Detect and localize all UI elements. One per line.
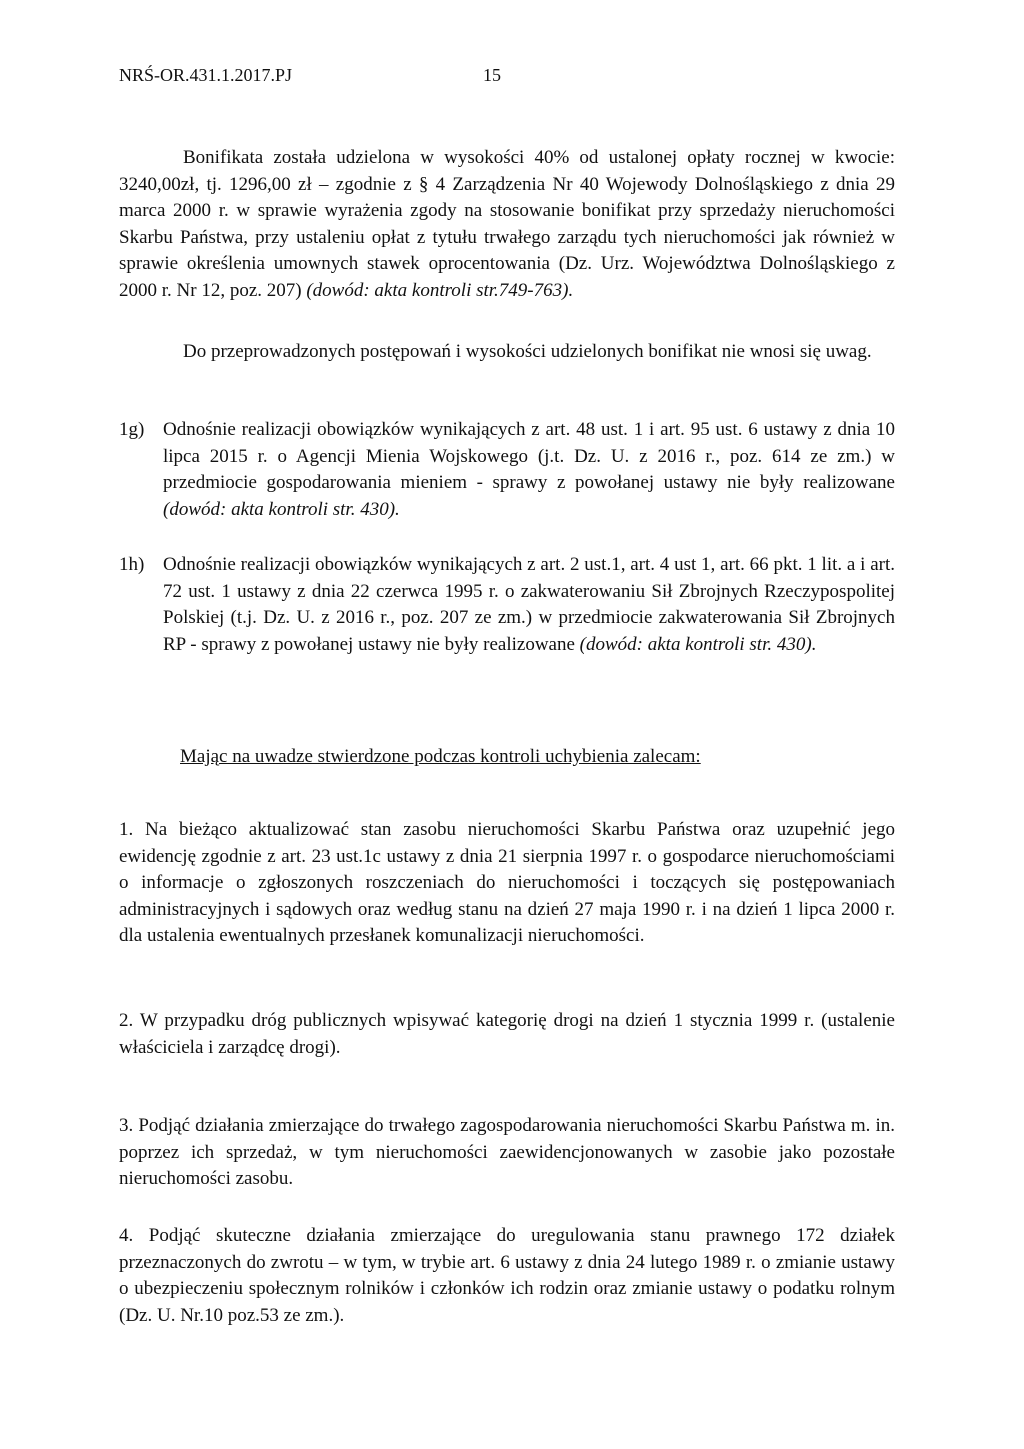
item-label: 1h) [119,554,145,575]
recommendation-text: 1. Na bieżąco aktualizować stan zasobu nieruchomości Skarbu Państwa oraz uzupełnić jego ewidencję zgodnie z art. 23 ust.1c ustawy z dnia 21 sierpnia 1997 r. o gospodarce nieruchomościami o informacje o zgłoszonych roszczeniach do nieruchomości i toczących się postępowaniach administracyjnych i sądowych oraz według stanu na dzień 27 maja 1990 r. i na dzień 1 lipca 2000 r. dla ustalenia ewentualnych przesłanek komunalizacji nieruchomości. [119,819,895,946]
paragraph-text: Do przeprowadzonych postępowań i wysokości udzielonych bonifikat nie wnosi się uwag. [183,341,872,362]
item-text: Odnośnie realizacji obowiązków wynikających z art. 2 ust.1, art. 4 ust 1, art. 66 pkt. 1 lit. a i art. 72 ust. 1 ustawy z dnia 22 czerwca 1995 r. o zakwaterowaniu Sił Zbrojnych Rzeczypospolitej Polskiej (t.j. Dz. U. z 2016 r., poz. 207 ze zm.) w przedmiocie zakwaterowania Sił Zbrojnych RP - sprawy z powołanej ustawy nie były realizowane [163,554,895,655]
evidence-reference: (dowód: akta kontroli str.749-763). [306,279,574,301]
item-text: Odnośnie realizacji obowiązków wynikających z art. 48 ust. 1 i art. 95 ust. 6 ustawy z dnia 10 lipca 2015 r. o Agencji Mienia Wojskowego (j.t. Dz. U. z 2016 r., poz. 614 ze zm.) w przedmiocie gospodarowania mieniem - sprawy z powołanej ustawy nie były realizowane [163,419,895,493]
paragraph-bonifikata [119,145,895,304]
recommendation-text: 2. W przypadku dróg publicznych wpisywać kategorię drogi na dzień 1 stycznia 1999 r. (ustalenie właściciela i zarządcę drogi). [119,1010,895,1058]
document-reference: NRŚ-OR.431.1.2017.PJ [119,65,293,85]
evidence-reference: (dowód: akta kontroli str. 430). [579,633,817,655]
item-1h [119,552,895,658]
recommendation-text: 3. Podjąć działania zmierzające do trwałego zagospodarowania nieruchomości Skarbu Państwa m. in. poprzez ich sprzedaż, w tym nieruchomości zaewidencjonowanych w zasobie jako pozostałe nieruchomości zasobu. [119,1115,895,1189]
paragraph-uwag [119,339,895,366]
recommendations-heading: Mając na uwadze stwierdzone podczas kontroli uchybienia zalecam: [180,746,701,767]
recommendation-2 [119,1008,895,1061]
recommendation-1 [119,817,895,950]
paragraph-text: Bonifikata została udzielona w wysokości 40% od ustalonej opłaty rocznej w kwocie: 3240,00zł, tj. 1296,00 zł – zgodnie z § 4 Zarządzenia Nr 40 Wojewody Dolnośląskiego z dnia 29 marca 2000 r. w sprawie wyrażenia zgody na stosowanie bonifikat przy sprzedaży nieruchomości Skarbu Państwa, przy ustaleniu opłat z tytułu trwałego zarządu tych nieruchomości jak również w sprawie określenia umownych stawek oprocentowania (Dz. Urz. Województwa Dolnośląskiego z 2000 r. Nr 12, poz. 207) [119,147,895,301]
recommendation-3 [119,1113,895,1193]
recommendation-text: 4. Podjąć skuteczne działania zmierzające do uregulowania stanu prawnego 172 działek przeznaczonych do zwrotu – w tym, w trybie art. 6 ustawy z dnia 24 lutego 1989 r. o zmianie ustawy o ubezpieczeniu społecznym rolników i członków ich rodzin oraz zmianie ustawy o podatku rolnym (Dz. U. Nr.10 poz.53 ze zm.). [119,1225,895,1326]
recommendation-4 [119,1223,895,1329]
item-1g [119,417,895,523]
page-number: 15 [483,65,501,85]
item-label: 1g) [119,419,145,440]
evidence-reference: (dowód: akta kontroli str. 430). [163,498,400,520]
